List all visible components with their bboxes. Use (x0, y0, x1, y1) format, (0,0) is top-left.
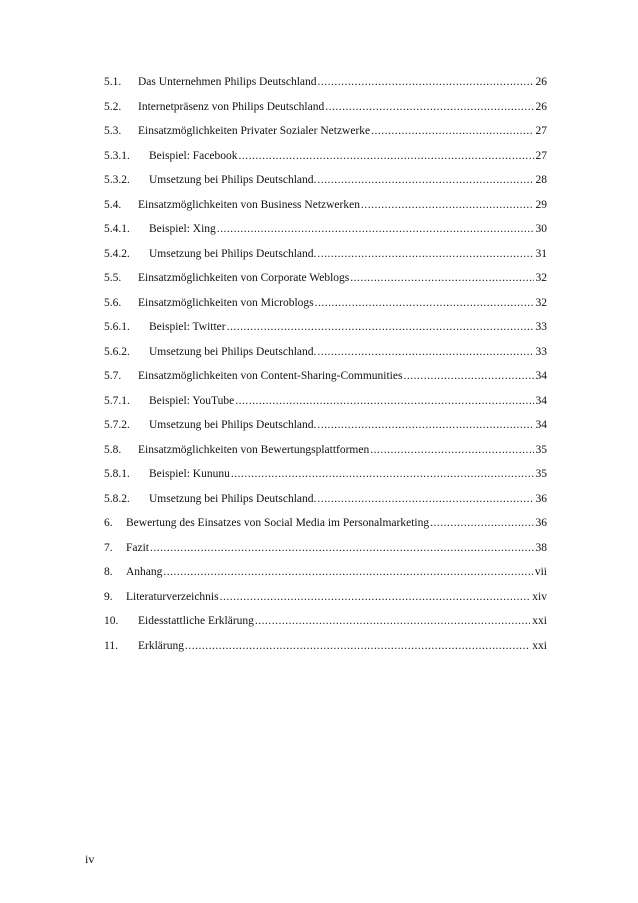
toc-entry-title: Einsatzmöglichkeiten von Business Netzwerken (138, 198, 360, 211)
toc-entry-title: Einsatzmöglichkeiten von Bewertungsplattformen (138, 443, 370, 456)
dot-leader (227, 319, 534, 336)
toc-entry-number: 5.7.1. (104, 394, 130, 407)
toc-entry-title: Beispiel: Xing (149, 223, 216, 235)
toc-entry-body (138, 99, 547, 116)
toc-entry-number: 5.6. (104, 296, 122, 309)
toc-entry-page: xiv (532, 590, 547, 603)
page-number: iv (85, 852, 95, 866)
toc-entry[interactable] (104, 466, 547, 483)
toc-entry-page: xxi (532, 615, 547, 627)
toc-entry-title: Einsatzmöglichkeiten von Microblogs (138, 296, 314, 309)
dot-leader (371, 123, 533, 140)
toc-entry-number: 5.7.2. (104, 419, 130, 431)
toc-entry-body (149, 393, 547, 410)
toc-entry-page: 27 (535, 125, 547, 137)
toc-entry-number: 7. (104, 541, 113, 554)
toc-entry[interactable] (104, 270, 547, 287)
toc-entry-body (149, 246, 547, 263)
toc-entry-number: 5.5. (104, 272, 122, 284)
toc-entry-title: Beispiel: YouTube (149, 394, 235, 407)
toc-entry[interactable] (104, 613, 547, 630)
toc-entry-page: 26 (535, 100, 547, 113)
toc-entry-number: 5.4.1. (104, 223, 130, 235)
toc-entry-title: Umsetzung bei Philips Deutschland. (149, 419, 317, 431)
toc-entry-body (149, 466, 547, 483)
toc-entry-title: Fazit (126, 541, 149, 554)
toc-entry-title: Erklärung (138, 639, 184, 652)
toc-entry-title: Umsetzung bei Philips Deutschland. (149, 174, 317, 186)
toc-entry-body (138, 295, 547, 312)
toc-entry-number: 5.8.2. (104, 492, 130, 505)
dot-leader (220, 589, 531, 606)
toc-entry-body (138, 74, 547, 91)
toc-entry-page: 26 (535, 76, 547, 88)
toc-entry-number: 11. (104, 639, 118, 652)
dot-leader (235, 393, 533, 410)
toc-entry-page: 33 (535, 321, 547, 333)
toc-entry-body (126, 515, 547, 532)
toc-entry-body (138, 197, 547, 214)
toc-entry-body (149, 148, 547, 165)
toc-entry-body (149, 417, 547, 434)
dot-leader (317, 417, 533, 434)
dot-leader (350, 270, 533, 287)
dot-leader (317, 246, 533, 263)
toc-entry-title: Beispiel: Kununu (149, 468, 230, 480)
toc-entry-number: 5.6.1. (104, 321, 130, 333)
dot-leader (231, 466, 534, 483)
toc-entry-title: Beispiel: Facebook (149, 149, 238, 162)
toc-entry-page: xxi (532, 639, 547, 652)
toc-entry-number: 5.7. (104, 370, 122, 382)
toc-entry-title: Umsetzung bei Philips Deutschland. (149, 247, 317, 260)
toc-entry[interactable] (104, 123, 547, 140)
toc-entry-number: 5.4.2. (104, 247, 130, 260)
toc-entry-body (149, 344, 547, 361)
toc-entry-page: 38 (535, 541, 547, 554)
toc-entry[interactable] (104, 393, 547, 410)
toc-entry-page: 35 (535, 443, 547, 456)
toc-entry-title: Einsatzmöglichkeiten Privater Sozialer Netzwerke (138, 125, 371, 137)
dot-leader (255, 613, 530, 630)
toc-entry-page: 34 (535, 394, 547, 407)
toc-entry-title: Umsetzung bei Philips Deutschland. (149, 492, 317, 505)
dot-leader (185, 638, 530, 655)
dot-leader (315, 295, 534, 312)
toc-entry-number: 5.8. (104, 443, 122, 456)
toc-entry-page: 32 (535, 272, 547, 284)
dot-leader (150, 540, 534, 557)
toc-entry-title: Internetpräsenz von Philips Deutschland (138, 100, 325, 113)
toc-entry-page: 36 (535, 492, 547, 505)
toc-entry[interactable] (104, 246, 547, 263)
toc-entry-page: 29 (535, 198, 547, 211)
toc-entry-title: Beispiel: Twitter (149, 321, 226, 333)
toc-entry-number: 9. (104, 590, 113, 603)
toc-entry-title: Eidesstattliche Erklärung (138, 615, 254, 627)
dot-leader (430, 515, 533, 532)
toc-entry-number: 6. (104, 517, 113, 529)
dot-leader (403, 368, 533, 385)
toc-entry-page: 28 (535, 174, 547, 186)
dot-leader (217, 221, 534, 238)
toc-entry-title: Das Unternehmen Philips Deutschland (138, 76, 317, 88)
toc-entry-body (126, 540, 547, 557)
toc-entry-page: vii (534, 566, 547, 578)
toc-entry-page: 34 (535, 419, 547, 431)
toc-entry-body (138, 123, 547, 140)
toc-entry[interactable] (104, 221, 547, 238)
toc-entry-body (138, 638, 547, 655)
dot-leader (317, 172, 533, 189)
dot-leader (361, 197, 534, 214)
toc-entry[interactable] (104, 344, 547, 361)
toc-entry-number: 5.4. (104, 198, 122, 211)
toc-entry-page: 30 (535, 223, 547, 235)
toc-entry[interactable] (104, 589, 547, 606)
toc-entry[interactable] (104, 491, 547, 508)
toc-entry[interactable] (104, 638, 547, 655)
toc-entry[interactable] (104, 148, 547, 165)
toc-entry-page: 35 (535, 468, 547, 480)
toc-entry-number: 5.2. (104, 100, 122, 113)
toc-entry-page: 32 (535, 296, 547, 309)
toc-entry-title: Bewertung des Einsatzes von Social Media im Personalmarketing (126, 517, 430, 529)
toc-entry[interactable] (104, 74, 547, 91)
toc-entry[interactable] (104, 540, 547, 557)
toc-entry-page: 33 (535, 345, 547, 358)
dot-leader (163, 564, 532, 581)
toc-entry-number: 5.3.1. (104, 149, 130, 162)
toc-entry-body (126, 564, 547, 581)
toc-entry[interactable] (104, 172, 547, 189)
toc-entry-number: 5.8.1. (104, 468, 130, 480)
toc-entry-number: 10. (104, 615, 119, 627)
dot-leader (317, 344, 533, 361)
toc-entry-body (138, 270, 547, 287)
dot-leader (370, 442, 533, 459)
toc-entry-number: 8. (104, 566, 113, 578)
toc-entry-body (138, 442, 547, 459)
toc-entry-body (149, 221, 547, 238)
toc-entry[interactable] (104, 515, 547, 532)
toc-entry[interactable] (104, 319, 547, 336)
toc-entry-body (138, 613, 547, 630)
toc-entry-body (149, 172, 547, 189)
toc-entry-title: Umsetzung bei Philips Deutschland. (149, 345, 317, 358)
toc-entry-page: 36 (535, 517, 547, 529)
toc-entry-body (149, 491, 547, 508)
dot-leader (325, 99, 533, 116)
toc-entry-title: Anhang (126, 566, 163, 578)
toc-entry-number: 5.3. (104, 125, 122, 137)
toc-entry-page: 27 (535, 149, 547, 162)
toc-entry[interactable] (104, 442, 547, 459)
toc-entry-number: 5.1. (104, 76, 122, 88)
toc-entry[interactable] (104, 368, 547, 385)
toc-entry[interactable] (104, 417, 547, 434)
toc-entry-title: Literaturverzeichnis (126, 590, 219, 603)
dot-leader (318, 74, 534, 91)
toc-entry-title: Einsatzmöglichkeiten von Content-Sharing-Communities (138, 370, 403, 382)
toc-entry-page: 31 (535, 247, 547, 260)
toc-entry-number: 5.6.2. (104, 345, 130, 358)
dot-leader (238, 148, 533, 165)
toc-entry[interactable] (104, 564, 547, 581)
dot-leader (317, 491, 533, 508)
toc-entry-body (138, 368, 547, 385)
toc-entry[interactable] (104, 197, 547, 214)
toc-entry-body (149, 319, 547, 336)
toc-entry-page: 34 (535, 370, 547, 382)
toc-entry-title: Einsatzmöglichkeiten von Corporate Weblogs (138, 272, 350, 284)
toc-entry[interactable] (104, 295, 547, 312)
toc-entry-number: 5.3.2. (104, 174, 130, 186)
toc-entry[interactable] (104, 99, 547, 116)
toc-entry-body (126, 589, 547, 606)
